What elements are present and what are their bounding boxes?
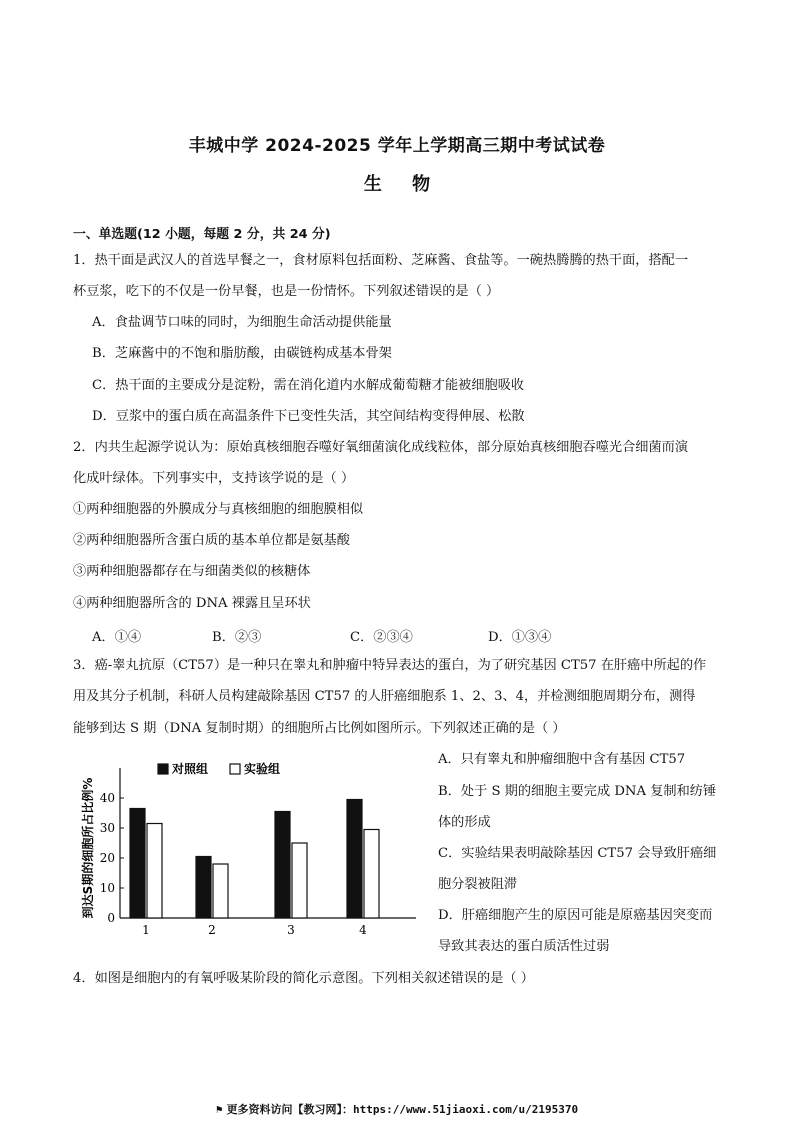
q3-stem-line1: 3．癌-睾丸抗原（CT57）是一种只在睾丸和肿瘤中特异表达的蛋白，为了研究基因 CT57 在肝癌中所起的作: [73, 658, 707, 673]
subject-title: 生 物: [363, 174, 431, 195]
q2-statement-4: ④两种细胞器所含的 DNA 裸露且呈环状: [73, 596, 311, 611]
q3-option-d-line1: D．肝癌细胞产生的原因可能是原癌基因突变而: [438, 908, 713, 923]
bar-experiment: [292, 843, 307, 918]
y-tick-label: 30: [99, 821, 115, 835]
exam-title: 丰城中学 2024-2025 学年上学期高三期中考试试卷: [188, 136, 606, 156]
x-tick-label: 4: [359, 923, 367, 937]
q3-option-c-line1: C．实验结果表明敲除基因 CT57 会导致肝癌细: [438, 846, 717, 861]
q3-stem-line2: 用及其分子机制，科研人员构建敲除基因 CT57 的人肝癌细胞系 1、2、3、4，并检测细胞周期分布，测得: [73, 689, 696, 704]
section-heading: 一、单选题(12 小题，每题 2 分，共 24 分): [73, 227, 331, 242]
footer-link[interactable]: [0, 1101, 794, 1117]
y-tick-label: 40: [99, 791, 115, 805]
s-phase-bar-chart: [76, 752, 421, 942]
q2-stem-line2: 化成叶绿体。下列事实中，支持该学说的是（ ）: [73, 471, 355, 486]
q2-option-c: C．②③④: [350, 630, 413, 645]
bar-experiment: [213, 864, 228, 918]
x-tick-label: 1: [142, 923, 150, 937]
q2-option-d: D．①③④: [488, 630, 552, 645]
bar-experiment: [147, 824, 162, 919]
y-axis-label: 到达S期的细胞所占比例%: [81, 777, 95, 919]
q1-option-a: A．食盐调节口味的同时，为细胞生命活动提供能量: [92, 315, 392, 330]
q2-option-b: B．②③: [212, 630, 262, 645]
q2-statement-2: ②两种细胞器所含蛋白质的基本单位都是氨基酸: [73, 533, 350, 548]
q1-option-d: D．豆浆中的蛋白质在高温条件下已变性失活，其空间结构变得伸展、松散: [92, 409, 525, 424]
bar-control: [130, 809, 145, 919]
q1-stem-line1: 1．热干面是武汉人的首选早餐之一，食材原料包括面粉、芝麻酱、食盐等。一碗热腾腾的热干面，搭配一: [73, 253, 689, 268]
q3-option-d-line2: 导致其表达的蛋白质活性过弱: [438, 939, 610, 954]
q3-option-a: A．只有睾丸和肿瘤细胞中含有基因 CT57: [438, 752, 686, 767]
q2-option-a: A．①④: [92, 630, 142, 645]
legend-swatch: [230, 764, 240, 774]
q3-stem-line3: 能够到达 S 期（DNA 复制时期）的细胞所占比例如图所示。下列叙述正确的是（ ）: [73, 721, 566, 736]
q3-option-b-line2: 体的形成: [438, 815, 491, 830]
q1-option-c: C．热干面的主要成分是淀粉，需在消化道内水解成葡萄糖才能被细胞吸收: [92, 378, 525, 393]
x-tick-label: 3: [287, 923, 295, 937]
bar-control: [347, 800, 362, 919]
q4-stem: 4．如图是细胞内的有氧呼吸某阶段的简化示意图。下列相关叙述错误的是（ ）: [73, 971, 534, 986]
q1-option-b: B．芝麻酱中的不饱和脂肪酸，由碳链构成基本骨架: [92, 346, 392, 361]
flag-icon: ⚑: [215, 1103, 223, 1116]
q3-option-b-line1: B．处于 S 期的细胞主要完成 DNA 复制和纺锤: [438, 784, 717, 799]
q1-stem-line2: 杯豆浆，吃下的不仅是一份早餐，也是一份情怀。下列叙述错误的是（ ）: [73, 284, 500, 299]
legend-label: 对照组: [172, 762, 209, 776]
x-tick-label: 2: [208, 923, 216, 937]
y-tick-label: 10: [99, 881, 115, 895]
bar-control: [275, 812, 290, 919]
y-tick-label: 0: [107, 911, 115, 925]
q3-option-c-line2: 胞分裂被阻滞: [438, 877, 518, 892]
footer-text: 更多资料访问【教习网】：https://www.51jiaoxi.com/u/2195370: [226, 1103, 579, 1116]
q2-stem-line1: 2．内共生起源学说认为：原始真核细胞吞噬好氧细菌演化成线粒体，部分原始真核细胞吞噬光合细菌而演: [73, 440, 689, 455]
bar-experiment: [364, 830, 379, 919]
q2-statement-3: ③两种细胞器都存在与细菌类似的核糖体: [73, 564, 311, 579]
bar-control: [196, 857, 211, 919]
q2-statement-1: ①两种细胞器的外膜成分与真核细胞的细胞膜相似: [73, 502, 364, 517]
y-tick-label: 20: [99, 851, 115, 865]
legend-swatch: [158, 764, 168, 774]
legend-label: 实验组: [244, 762, 281, 776]
